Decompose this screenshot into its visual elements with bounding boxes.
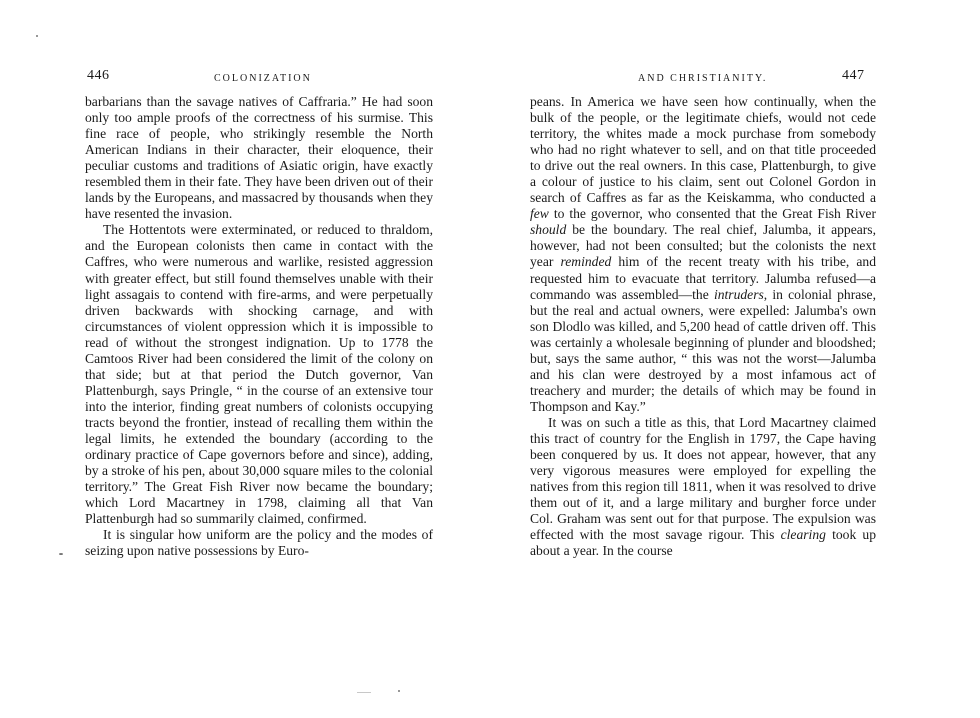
text-span: took up about a year. In the course — [530, 527, 876, 559]
left-running-head: COLONIZATION — [214, 73, 312, 84]
left-paragraph-3: It is singular how uniform are the policy and the modes of seizing upon native possessions by Euro- — [85, 527, 433, 559]
left-page-body — [85, 94, 433, 559]
italic-word: reminded — [560, 254, 612, 270]
italic-word: clearing — [780, 527, 826, 543]
italic-word: few — [530, 206, 549, 222]
right-paragraph-1 — [530, 94, 876, 415]
right-running-head: AND CHRISTIANITY. — [638, 73, 768, 84]
italic-word: intruders — [713, 286, 764, 302]
right-page-body — [530, 94, 876, 559]
scan-speck — [36, 35, 38, 37]
left-page-number: 446 — [87, 68, 110, 83]
text-span: , in colonial phrase, but the real and actual owners, were expelled: Jalumba's own son Dlodlo was killed, and 5,200 head of cattle driven off. This was certainly a wholesale beginning of plunder and bloodshed; but, says the same author, “ this was not the worst—Jalumba and his clan were destroyed by a most infamous act of treachery and murder; the details of which may be found in Thompson and Kay.” — [530, 286, 876, 414]
text-span: It was on such a title as this, that Lord Macartney claimed this tract of country for the English in 1797, the Cape having been conquered by us. It does not appear, however, that any very vigorous measures were employed for expelling the natives from this region till 1811, when it was resolved to drive them out of it, and a large military and burgher force under Col. Graham was sent out for that purpose. The expulsion was effected with the most savage rigour. This — [530, 414, 876, 543]
right-page-number: 447 — [842, 68, 865, 83]
italic-word: should — [530, 222, 567, 238]
scan-speck — [59, 553, 63, 555]
text-span: him of the recent treaty with his tribe, and requested him to evacuate that territory. Jalumba refused—a commando was assembled—the — [530, 254, 876, 302]
left-paragraph-1: barbarians than the savage natives of Caffraria.” He had soon only too ample proofs of the correctness of his surmise. This fine race of people, who strikingly resemble the North American Indians in their character, their eloquence, their peculiar customs and traditions of Asiatic origin, have exactly resembled them in their fate. They have been driven out of their lands by the Europeans, and massacred by thousands when they have resented the invasion. — [85, 94, 433, 222]
scan-speck — [398, 690, 400, 692]
text-span: to the governor, who consented that the Great Fish River — [548, 206, 876, 222]
right-paragraph-2 — [530, 415, 876, 559]
left-paragraph-2: The Hottentots were exterminated, or reduced to thraldom, and the European colonists then came in contact with the Caffres, who were numerous and warlike, resisted aggression with greater effect, but still found themselves unable with their light assagais to contend with fire-arms, and were perpetually driven backwards with shocking carnage, and with circumstances of violent oppression which it is impossible to read of without the strongest indignation. Up to 1778 the Camtoos River had been considered the limit of the colony on that side; but at that period the Dutch governor, Van Plattenburgh, says Pringle, “ in the course of an extensive tour into the interior, finding great numbers of colonists occupying tracts beyond the frontier, instead of recalling them within the legal limits, he extended the boundary (according to the ordinary practice of Cape governors before and since), adding, by a stroke of his pen, about 30,000 square miles to the colonial territory.” The Great Fish River now became the boundary; which Lord Macartney in 1798, claiming all that Van Plattenburgh had so summarily claimed, confirmed. — [85, 222, 433, 527]
scan-mark — [357, 692, 371, 693]
text-span: be the boundary. The real chief, Jalumba, it appears, however, had not been consulted; but the colonists the next year — [530, 222, 876, 270]
text-span: peans. In America we have seen how continually, when the bulk of the people, or the legitimate chiefs, would not cede territory, the whites made a mock purchase from somebody who had no right whatever to sell, and on that title proceeded to drive out the real owners. In this case, Plattenburgh, to give a colour of justice to his claim, sent out Colonel Gordon in search of Caffres as far as the Keiskamma, who conducted a — [530, 94, 876, 206]
